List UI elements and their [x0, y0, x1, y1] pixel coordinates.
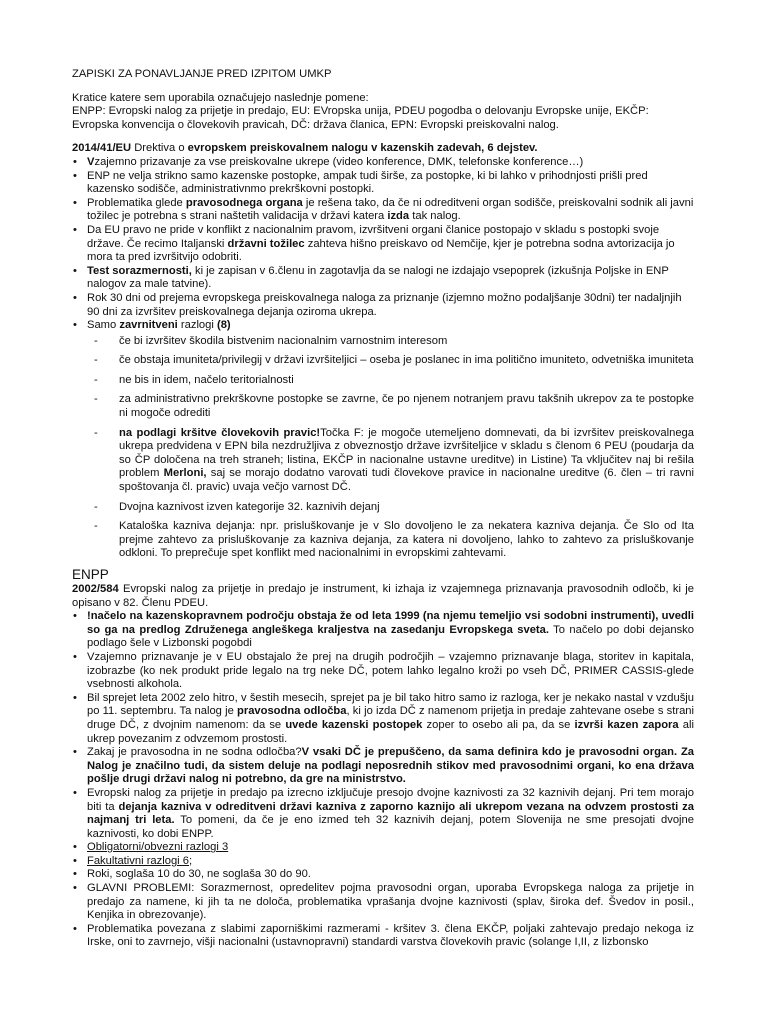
list-item: • Obligatorni/obvezni razlogi 3 [72, 841, 694, 855]
list-item: • Vzajemno priznavanje je v EU obstajalo že prej na drugih področjih – vzajemno priznavanje blaga, storitev in kapitala, izobrazbe (ko nek produkt pride legalo na trg neke DČ, potem lahko legalno kroži po vseh DČ, PRIMER CASSIS-glede vsebnosti alkohola. [72, 651, 694, 692]
list-item: • Zakaj je pravosodna in ne sodna odločba?V vsaki DČ je prepuščeno, da sama definira kdo je pravosodni organ. Za Nalog je značilno tudi, da sistem deluje na podlagi neposrednih stikov med pravosodnimi organi, ko ena država pošlje drugi državi nalog ni potrebno, da gre na ministrstvo. [72, 746, 694, 787]
directive-number: 2014/41/EU [72, 142, 132, 155]
list-item: - ne bis in idem, načelo teritorialnosti [72, 374, 694, 388]
list-item: - če bi izvršitev škodila bistvenim nacionalnim varnostnim interesom [72, 335, 694, 349]
abbreviations-intro: Kratice katere sem uporabila označujejo naslednje pomene: [72, 91, 369, 104]
list-item: • !načelo na kazenskopravnem področju obstaja že od leta 1999 (na njemu temeljio vsi sodobni instrumenti), uvedli so ga na predlog Združenega angleškega kraljestva na zasedanju Evropskega sveta. To načelo po dobi dejansko podlago šele v Lizbonski pogobdi [72, 610, 694, 651]
list-item: • Fakultativni razlogi 6; [72, 855, 694, 869]
list-item: • Roki, soglaša 10 do 30, ne soglaša 30 do 90. [72, 868, 694, 882]
list-item: - Dvojna kaznivost izven kategorije 32. kaznivih dejanj [72, 501, 694, 515]
list-item: - če obstaja imuniteta/privilegij v državi izvršiteljici – oseba je poslanec in ima politično imuniteto, odvetniška imuniteta [72, 354, 694, 368]
list-item: • Da EU pravo ne pride v konflikt z nacionalnim pravom, izvršitveni organi članice postopajo v skladu s postopki svoje države. Če recimo Italjanski državni tožilec zahteva hišno preiskavo od Nemčije, kjer je potrebna sodna avtorizacija jo mora ta pred izvršitvijo odobriti. [72, 224, 694, 265]
list-item: • GLAVNI PROBLEMI: Sorazmernost, opredelitev pojma pravosodni organ, uporaba Evropskega naloga za prijetje in predajo za namene, ki jih ta ne določa, problematika vprašanja dvojne kaznivosti (splav, široka def. Švedov in posil., Kenjika in obrezovanje). [72, 882, 694, 923]
list-item: • Bil sprejet leta 2002 zelo hitro, v šestih mesecih, sprejet pa je bil tako hitro samo iz razloga, ker je nekako nastal v vzdušju po 11. septembru. Ta nalog je pravosodna odločba, ki jo izda DČ z namenom prijetja in predaje zahtevane osebe s strani druge DČ, z dvojnim namenom: da se uvede kazenski postopek zoper to osebo ali pa, da se izvrši kazen zapora ali ukrep povezanim z odvzemom prostosti. [72, 692, 694, 746]
list-item: • Problematika povezana z slabimi zaporniškimi razmerami - kršitev 3. člena EKČP, poljaki zahtevajo predajo nekoga iz Irske, oni to zavrnejo, višji nacionalni (ustavnopravni) standardi varstva človekovih pravic (solange I,II, z lizbonsko [72, 923, 694, 950]
directive-title: evropskem preiskovalnem nalogu v kazenskih zadevah, 6 dejstev. [187, 142, 538, 155]
abbreviations-text: ENPP: Evropski nalog za prijetje in predajo, EU: EVropska unija, PDEU pogodba o delovanju Evropske unije, EKČP: Evropska konvencija o človekovih pravicah, DČ: država članica, EPN: Evropski preiskovalni nalog. [72, 105, 649, 131]
list-item: • Vzajemno prizavanje za vse preiskovalne ukrepe (video konference, DMK, telefonske konference…) [72, 156, 694, 170]
list-item: • Samo zavrnitveni razlogi (8) [72, 319, 694, 333]
list-item: - na podlagi kršitve človekovih pravic!Točka F: je mogoče utemeljeno domnevati, da bi izvršitev preiskovalnega ukrepa predvidena v EPN bila nezdružljiva z obveznostjo države izvršiteljice v skladu s členom 6 PEU (poudarja da so ČP določena na treh straneh; listina, EKČP in nacionalne ustavne ureditve) in Listine) Ta vključitev naj bi rešila problem Merloni, saj se morajo dodatno varovati tudi človekove pravice in nacionalne ureditve (6. člen – tri ravni spoštovanja čl. pravic) uvaja večjo varnost DČ. [72, 427, 694, 495]
enpp-list [72, 610, 694, 950]
list-item: • Rok 30 dni od prejema evropskega preiskovalnega naloga za priznanje (izjemno možno podaljšanje 30dni) ter nadaljnjih 90 dni za izvršitev preiskovalnega dejanja oziroma ukrepa. [72, 292, 694, 319]
list-item: • Test sorazmernosti, ki je zapisan v 6.členu in zagotavlja da se nalogi ne izdajajo vsepoprek (izkušnja Poljske in ENP nalogov za male tatvine). [72, 265, 694, 292]
list-item: • Problematika glede pravosodnega organa je rešena tako, da če ni odreditveni organ sodišče, preiskovalni sodnik ali javni tožilec je potrebna s strani naštetih validacija v državi katera izda tak nalog. [72, 197, 694, 224]
directive-heading: 2014/41/EU Drektiva o evropskem preiskovalnem nalogu v kazenskih zadevah, 6 dejstev. [72, 142, 538, 155]
document-page [72, 68, 694, 950]
enpp-heading: ENPP [72, 567, 109, 582]
list-item: - za administrativno prekrškovne postopke se zavrne, če po njenem notranjem pravu takšnih ukrepov za te postopke ni mogoče odrediti [72, 393, 694, 420]
document-title: ZAPISKI ZA PONAVLJANJE PRED IZPITOM UMKP [72, 68, 332, 80]
refusal-reasons-list [72, 335, 694, 561]
enpp-intro: 2002/584 Evropski nalog za prijetje in predajo je instrument, ki izhaja iz vzajemnega priznavanja pravosodnih odločb, ki je opisano v 82. Členu PDEU. [72, 583, 694, 609]
enpp-number: 2002/584 [72, 583, 119, 595]
list-item: • ENP ne velja strikno samo kazenske postopke, ampak tudi širše, za postopke, ki bi lahko v prihodnjosti prišli pred kazensko sodišče, administrativnmo prekrškovni postopki. [72, 170, 694, 197]
list-item: • Evropski nalog za prijetje in predajo pa izrecno izključuje presojo dvojne kaznivosti za 32 kaznivih dejanj. Pri tem morajo biti ta dejanja kazniva v odreditveni državi kazniva z zaporno kaznijo ali ukrepom vezana na odvzem prostosti za najmanj tri leta. To pomeni, da če je eno izmed teh 32 kaznivih dejanj, potem Slovenija ne sme presojati dvojne kaznivosti, ko dobi ENPP. [72, 787, 694, 841]
list-item: - Kataloška kazniva dejanja: npr. prisluškovanje je v Slo dovoljeno le za nekatera kazniva dejanja. Če Slo od Ita prejme zahtevo za prisluškovanje za kazniva dejanja, za katera ni dovoljeno, lahko to zahtevo za prisluškovanje odkloni. To preprečuje spet konflikt med nacionalnimi in evropskimi zahtevami. [72, 520, 694, 561]
directive-facts-list [72, 156, 694, 333]
